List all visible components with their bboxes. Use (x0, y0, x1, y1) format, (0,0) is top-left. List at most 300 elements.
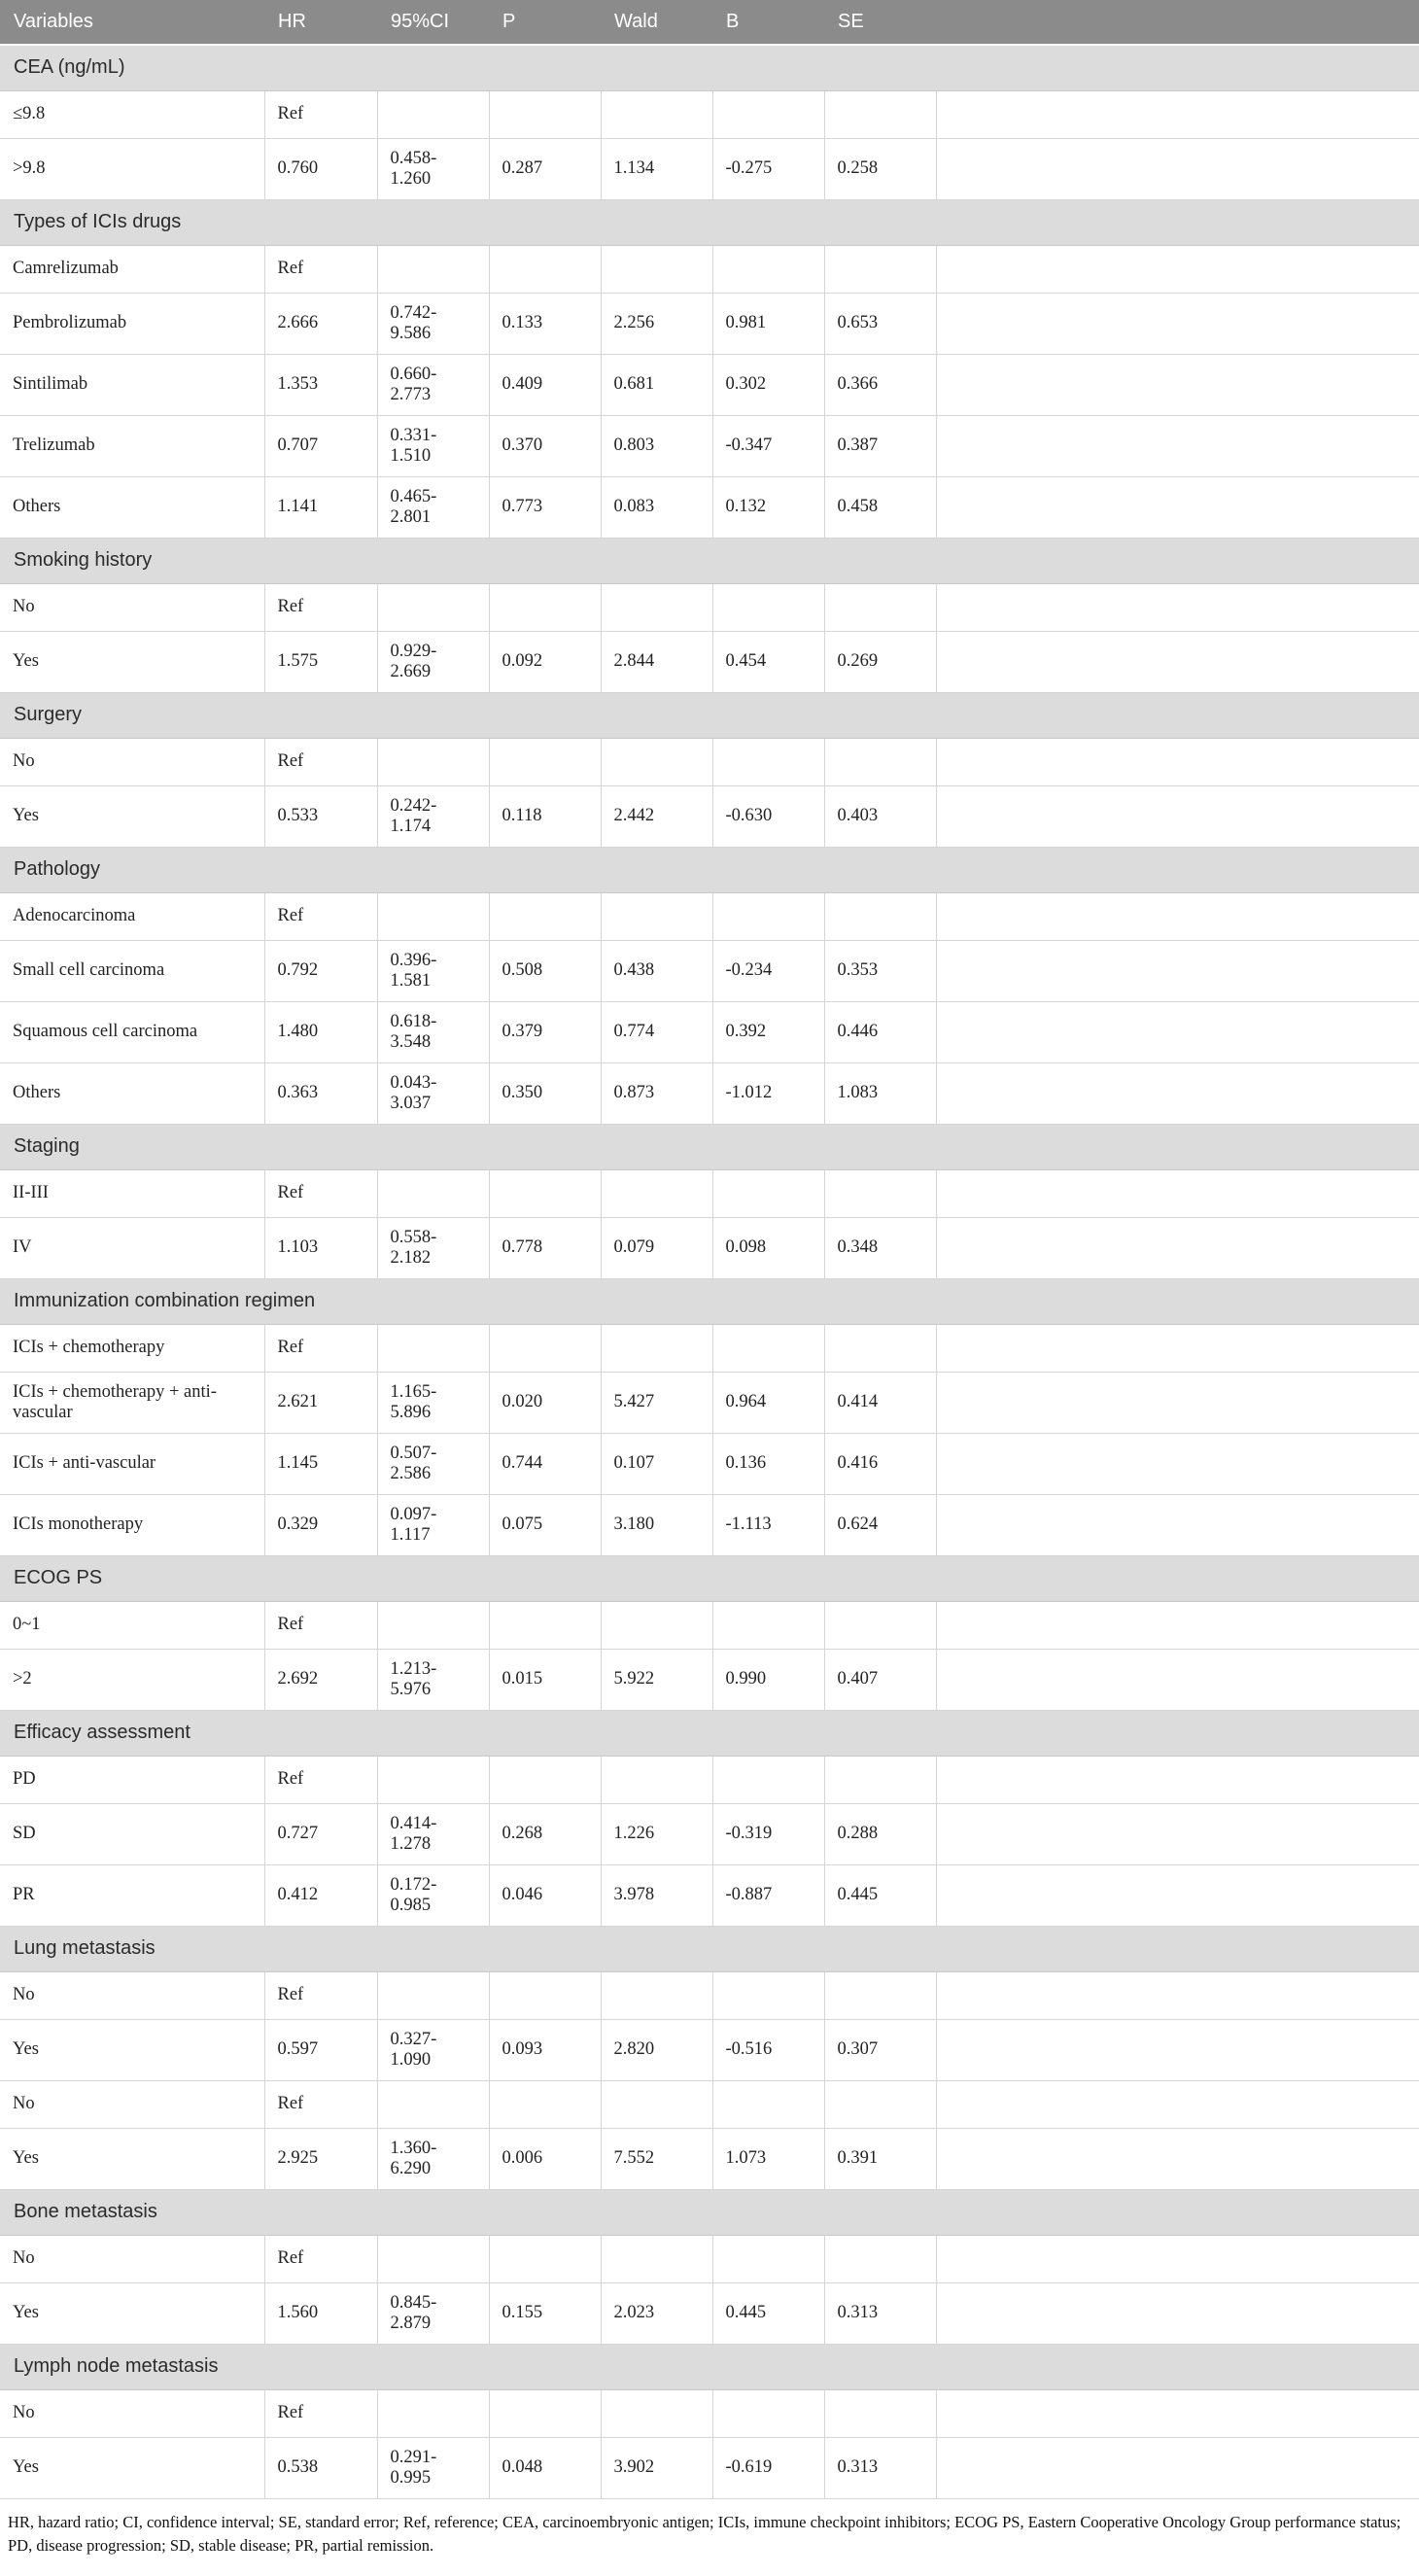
value-cell (489, 245, 601, 293)
value-cell: 0.015 (489, 1649, 601, 1710)
value-cell: 0.707 (264, 415, 377, 476)
section-header-row (0, 1278, 1419, 1324)
value-cell: 0.353 (824, 940, 936, 1001)
value-cell: 0.046 (489, 1864, 601, 1926)
value-cell (489, 1756, 601, 1803)
value-cell: -0.887 (712, 1864, 824, 1926)
value-cell (601, 1756, 712, 1803)
value-cell (489, 1971, 601, 2019)
column-header: P (489, 0, 601, 45)
section-header-row (0, 2189, 1419, 2235)
value-cell (377, 90, 489, 138)
value-cell (712, 1169, 824, 1217)
table-row (0, 1217, 1419, 1278)
value-cell: 0.313 (824, 2437, 936, 2498)
spacer-cell (936, 1062, 1419, 1124)
table-row (0, 90, 1419, 138)
table-row (0, 293, 1419, 354)
spacer-cell (936, 1169, 1419, 1217)
value-cell (712, 583, 824, 631)
value-cell: 0.744 (489, 1433, 601, 1494)
table-row (0, 2437, 1419, 2498)
value-cell: 0.774 (601, 1001, 712, 1062)
column-header: HR (264, 0, 377, 45)
value-cell: 1.480 (264, 1001, 377, 1062)
table-row (0, 415, 1419, 476)
value-cell: 2.023 (601, 2282, 712, 2344)
table-row (0, 1169, 1419, 1217)
value-cell (712, 1324, 824, 1372)
value-cell (712, 2389, 824, 2437)
table-header-row (0, 0, 1419, 45)
value-cell: 1.360-6.290 (377, 2128, 489, 2189)
table-row (0, 1494, 1419, 1555)
spacer-cell (936, 90, 1419, 138)
value-cell (824, 2235, 936, 2282)
spacer-cell (936, 1971, 1419, 2019)
value-cell: Ref (264, 2235, 377, 2282)
section-title: Lymph node metastasis (0, 2344, 1419, 2389)
table-row (0, 138, 1419, 199)
variable-cell: Camrelizumab (0, 245, 264, 293)
value-cell: 2.844 (601, 631, 712, 692)
spacer-cell (936, 1217, 1419, 1278)
section-title: Lung metastasis (0, 1926, 1419, 1971)
variable-cell: Trelizumab (0, 415, 264, 476)
section-header-row (0, 45, 1419, 90)
value-cell: -0.275 (712, 138, 824, 199)
value-cell: 0.445 (824, 1864, 936, 1926)
spacer-cell (936, 1803, 1419, 1864)
section-header-row (0, 692, 1419, 738)
variable-cell: No (0, 2080, 264, 2128)
value-cell (824, 2389, 936, 2437)
value-cell: 0.597 (264, 2019, 377, 2080)
section-header-row (0, 1124, 1419, 1169)
table-row (0, 583, 1419, 631)
value-cell: 1.145 (264, 1433, 377, 1494)
value-cell: 0.379 (489, 1001, 601, 1062)
value-cell (601, 1169, 712, 1217)
value-cell (377, 2080, 489, 2128)
value-cell: 1.134 (601, 138, 712, 199)
value-cell: 1.560 (264, 2282, 377, 2344)
value-cell: Ref (264, 2389, 377, 2437)
value-cell: 0.020 (489, 1372, 601, 1433)
column-header: 95%CI (377, 0, 489, 45)
variable-cell: ≤9.8 (0, 90, 264, 138)
table-row (0, 738, 1419, 785)
table-row (0, 2080, 1419, 2128)
column-header-spacer (936, 0, 1419, 45)
table-row (0, 1601, 1419, 1649)
value-cell: 0.416 (824, 1433, 936, 1494)
value-cell (824, 1601, 936, 1649)
variable-cell: Adenocarcinoma (0, 892, 264, 940)
value-cell: 0.350 (489, 1062, 601, 1124)
value-cell: -0.630 (712, 785, 824, 847)
variable-cell: Yes (0, 2282, 264, 2344)
value-cell (377, 1756, 489, 1803)
value-cell: Ref (264, 583, 377, 631)
section-title: Smoking history (0, 538, 1419, 583)
value-cell: 0.392 (712, 1001, 824, 1062)
table-row (0, 476, 1419, 538)
spacer-cell (936, 245, 1419, 293)
value-cell: 1.575 (264, 631, 377, 692)
value-cell: 0.803 (601, 415, 712, 476)
table-row (0, 1649, 1419, 1710)
value-cell: 1.213-5.976 (377, 1649, 489, 1710)
value-cell: 0.760 (264, 138, 377, 199)
value-cell: 0.438 (601, 940, 712, 1001)
value-cell: Ref (264, 245, 377, 293)
value-cell (824, 892, 936, 940)
spacer-cell (936, 2437, 1419, 2498)
value-cell: 0.929-2.669 (377, 631, 489, 692)
value-cell: 5.427 (601, 1372, 712, 1433)
value-cell (601, 2235, 712, 2282)
value-cell: 0.454 (712, 631, 824, 692)
section-header-row (0, 1555, 1419, 1601)
value-cell: 0.538 (264, 2437, 377, 2498)
table-row (0, 1062, 1419, 1124)
variable-cell: ICIs + chemotherapy + anti-vascular (0, 1372, 264, 1433)
spacer-cell (936, 2019, 1419, 2080)
table-body (0, 45, 1419, 2498)
spacer-cell (936, 2080, 1419, 2128)
variable-cell: >2 (0, 1649, 264, 1710)
table-row (0, 1864, 1419, 1926)
section-title: CEA (ng/mL) (0, 45, 1419, 90)
spacer-cell (936, 1433, 1419, 1494)
value-cell (377, 738, 489, 785)
value-cell (824, 1756, 936, 1803)
value-cell (377, 583, 489, 631)
value-cell: 0.006 (489, 2128, 601, 2189)
value-cell: 0.313 (824, 2282, 936, 2344)
value-cell: 0.079 (601, 1217, 712, 1278)
table-row (0, 892, 1419, 940)
value-cell (601, 738, 712, 785)
value-cell (489, 2080, 601, 2128)
value-cell: 3.902 (601, 2437, 712, 2498)
variable-cell: Small cell carcinoma (0, 940, 264, 1001)
spacer-cell (936, 785, 1419, 847)
value-cell: 2.442 (601, 785, 712, 847)
section-title: Surgery (0, 692, 1419, 738)
value-cell (712, 1756, 824, 1803)
variable-cell: II-III (0, 1169, 264, 1217)
value-cell: -1.113 (712, 1494, 824, 1555)
value-cell: 0.990 (712, 1649, 824, 1710)
value-cell: 1.103 (264, 1217, 377, 1278)
value-cell: 0.414-1.278 (377, 1803, 489, 1864)
table-row (0, 1756, 1419, 1803)
value-cell: 0.302 (712, 354, 824, 415)
value-cell (601, 245, 712, 293)
value-cell (489, 583, 601, 631)
value-cell (601, 90, 712, 138)
value-cell: Ref (264, 2080, 377, 2128)
value-cell: 0.242-1.174 (377, 785, 489, 847)
value-cell: 0.287 (489, 138, 601, 199)
value-cell: 0.097-1.117 (377, 1494, 489, 1555)
value-cell (712, 2080, 824, 2128)
table-footnote: HR, hazard ratio; CI, confidence interval; SE, standard error; Ref, reference; CEA, carcinoembryonic antigen; ICIs, immune checkpoint inhibitors; ECOG PS, Eastern Cooperative Oncology Group performance status; PD, disease progression; SD, stable disease; PR, partial remission. (0, 2499, 1419, 2576)
value-cell: 0.412 (264, 1864, 377, 1926)
value-cell: 0.268 (489, 1803, 601, 1864)
value-cell (377, 1169, 489, 1217)
value-cell: 0.624 (824, 1494, 936, 1555)
value-cell: 0.465-2.801 (377, 476, 489, 538)
value-cell: 1.073 (712, 2128, 824, 2189)
spacer-cell (936, 1001, 1419, 1062)
variable-cell: No (0, 583, 264, 631)
variable-cell: >9.8 (0, 138, 264, 199)
value-cell: 0.043-3.037 (377, 1062, 489, 1124)
value-cell: 0.269 (824, 631, 936, 692)
value-cell: Ref (264, 1971, 377, 2019)
value-cell (489, 1324, 601, 1372)
column-header: Wald (601, 0, 712, 45)
table-row (0, 1372, 1419, 1433)
spacer-cell (936, 1372, 1419, 1433)
value-cell: 0.391 (824, 2128, 936, 2189)
table-row (0, 1803, 1419, 1864)
value-cell: 1.226 (601, 1803, 712, 1864)
value-cell (712, 90, 824, 138)
value-cell: 2.692 (264, 1649, 377, 1710)
spacer-cell (936, 138, 1419, 199)
section-title: ECOG PS (0, 1555, 1419, 1601)
value-cell: -0.619 (712, 2437, 824, 2498)
value-cell (601, 892, 712, 940)
table-row (0, 1324, 1419, 1372)
value-cell: 0.107 (601, 1433, 712, 1494)
spacer-cell (936, 2282, 1419, 2344)
variable-cell: ICIs monotherapy (0, 1494, 264, 1555)
variable-cell: No (0, 1971, 264, 2019)
value-cell: -0.516 (712, 2019, 824, 2080)
value-cell: 0.618-3.548 (377, 1001, 489, 1062)
value-cell: 0.048 (489, 2437, 601, 2498)
column-header: Variables (0, 0, 264, 45)
variable-cell: ICIs + chemotherapy (0, 1324, 264, 1372)
table-row (0, 631, 1419, 692)
table-row (0, 1971, 1419, 2019)
value-cell: 0.098 (712, 1217, 824, 1278)
spacer-cell (936, 940, 1419, 1001)
section-title: Types of ICIs drugs (0, 199, 1419, 245)
value-cell: 0.727 (264, 1803, 377, 1864)
spacer-cell (936, 2235, 1419, 2282)
value-cell: 7.552 (601, 2128, 712, 2189)
value-cell (712, 245, 824, 293)
value-cell (824, 1971, 936, 2019)
section-title: Bone metastasis (0, 2189, 1419, 2235)
value-cell: 0.845-2.879 (377, 2282, 489, 2344)
value-cell: 0.660-2.773 (377, 354, 489, 415)
section-title: Immunization combination regimen (0, 1278, 1419, 1324)
spacer-cell (936, 293, 1419, 354)
value-cell: 0.742-9.586 (377, 293, 489, 354)
value-cell (601, 1601, 712, 1649)
variable-cell: Yes (0, 2019, 264, 2080)
section-title: Staging (0, 1124, 1419, 1169)
spacer-cell (936, 583, 1419, 631)
value-cell (377, 245, 489, 293)
value-cell (824, 90, 936, 138)
variable-cell: SD (0, 1803, 264, 1864)
section-header-row (0, 2344, 1419, 2389)
variable-cell: Others (0, 476, 264, 538)
variable-cell: No (0, 2235, 264, 2282)
value-cell: -0.347 (712, 415, 824, 476)
value-cell: 0.366 (824, 354, 936, 415)
value-cell: Ref (264, 1169, 377, 1217)
variable-cell: Yes (0, 631, 264, 692)
value-cell: 0.307 (824, 2019, 936, 2080)
value-cell: 0.327-1.090 (377, 2019, 489, 2080)
value-cell: 0.172-0.985 (377, 1864, 489, 1926)
value-cell: Ref (264, 1324, 377, 1372)
spacer-cell (936, 1756, 1419, 1803)
value-cell: 0.446 (824, 1001, 936, 1062)
value-cell: 0.792 (264, 940, 377, 1001)
value-cell: 0.092 (489, 631, 601, 692)
value-cell: 1.353 (264, 354, 377, 415)
value-cell: 5.922 (601, 1649, 712, 1710)
table-row (0, 354, 1419, 415)
variable-cell: IV (0, 1217, 264, 1278)
table-row (0, 785, 1419, 847)
section-header-row (0, 1926, 1419, 1971)
table-row (0, 940, 1419, 1001)
value-cell: 2.256 (601, 293, 712, 354)
variable-cell: Yes (0, 2437, 264, 2498)
value-cell: 0.458 (824, 476, 936, 538)
spacer-cell (936, 1864, 1419, 1926)
value-cell (377, 1601, 489, 1649)
variable-cell: No (0, 738, 264, 785)
value-cell: 0.403 (824, 785, 936, 847)
value-cell: Ref (264, 1756, 377, 1803)
value-cell: 0.291-0.995 (377, 2437, 489, 2498)
value-cell (489, 2235, 601, 2282)
value-cell (489, 1601, 601, 1649)
spacer-cell (936, 631, 1419, 692)
section-header-row (0, 1710, 1419, 1756)
value-cell: 0.964 (712, 1372, 824, 1433)
value-cell: 0.132 (712, 476, 824, 538)
spacer-cell (936, 415, 1419, 476)
column-header: B (712, 0, 824, 45)
spacer-cell (936, 476, 1419, 538)
table-row (0, 1001, 1419, 1062)
section-header-row (0, 847, 1419, 892)
value-cell: 2.666 (264, 293, 377, 354)
value-cell: 0.118 (489, 785, 601, 847)
value-cell: 1.165-5.896 (377, 1372, 489, 1433)
value-cell: 0.155 (489, 2282, 601, 2344)
variable-cell: Others (0, 1062, 264, 1124)
value-cell (712, 2235, 824, 2282)
column-header: SE (824, 0, 936, 45)
value-cell: 0.387 (824, 415, 936, 476)
value-cell: 1.141 (264, 476, 377, 538)
section-title: Pathology (0, 847, 1419, 892)
value-cell (824, 738, 936, 785)
spacer-cell (936, 354, 1419, 415)
variable-cell: No (0, 2389, 264, 2437)
value-cell (601, 583, 712, 631)
spacer-cell (936, 738, 1419, 785)
value-cell: 0.407 (824, 1649, 936, 1710)
variable-cell: Yes (0, 2128, 264, 2189)
spacer-cell (936, 1494, 1419, 1555)
value-cell (824, 583, 936, 631)
value-cell (712, 1601, 824, 1649)
value-cell: 0.409 (489, 354, 601, 415)
value-cell: 0.288 (824, 1803, 936, 1864)
table-row (0, 2128, 1419, 2189)
value-cell (489, 892, 601, 940)
value-cell (377, 892, 489, 940)
value-cell: 0.778 (489, 1217, 601, 1278)
table-row (0, 245, 1419, 293)
value-cell: 0.414 (824, 1372, 936, 1433)
value-cell: 0.981 (712, 293, 824, 354)
value-cell: 0.653 (824, 293, 936, 354)
value-cell (824, 1324, 936, 1372)
value-cell: 0.136 (712, 1433, 824, 1494)
variable-cell: PD (0, 1756, 264, 1803)
section-title: Efficacy assessment (0, 1710, 1419, 1756)
value-cell: 0.458-1.260 (377, 138, 489, 199)
value-cell: 0.363 (264, 1062, 377, 1124)
value-cell: 0.508 (489, 940, 601, 1001)
spacer-cell (936, 892, 1419, 940)
spacer-cell (936, 2389, 1419, 2437)
value-cell: 2.621 (264, 1372, 377, 1433)
value-cell: Ref (264, 892, 377, 940)
value-cell (489, 738, 601, 785)
value-cell (377, 1971, 489, 2019)
value-cell: 0.258 (824, 138, 936, 199)
variable-cell: PR (0, 1864, 264, 1926)
value-cell: 0.331-1.510 (377, 415, 489, 476)
value-cell: 0.873 (601, 1062, 712, 1124)
value-cell: 0.083 (601, 476, 712, 538)
value-cell: 0.558-2.182 (377, 1217, 489, 1278)
value-cell: 1.083 (824, 1062, 936, 1124)
section-header-row (0, 538, 1419, 583)
spacer-cell (936, 1324, 1419, 1372)
value-cell: 0.445 (712, 2282, 824, 2344)
value-cell: 2.820 (601, 2019, 712, 2080)
table-row (0, 2282, 1419, 2344)
value-cell: 0.348 (824, 1217, 936, 1278)
value-cell (377, 2235, 489, 2282)
value-cell: 0.370 (489, 415, 601, 476)
variable-cell: ICIs + anti-vascular (0, 1433, 264, 1494)
value-cell: 0.773 (489, 476, 601, 538)
variable-cell: 0~1 (0, 1601, 264, 1649)
value-cell: 0.133 (489, 293, 601, 354)
value-cell (489, 90, 601, 138)
value-cell: Ref (264, 738, 377, 785)
